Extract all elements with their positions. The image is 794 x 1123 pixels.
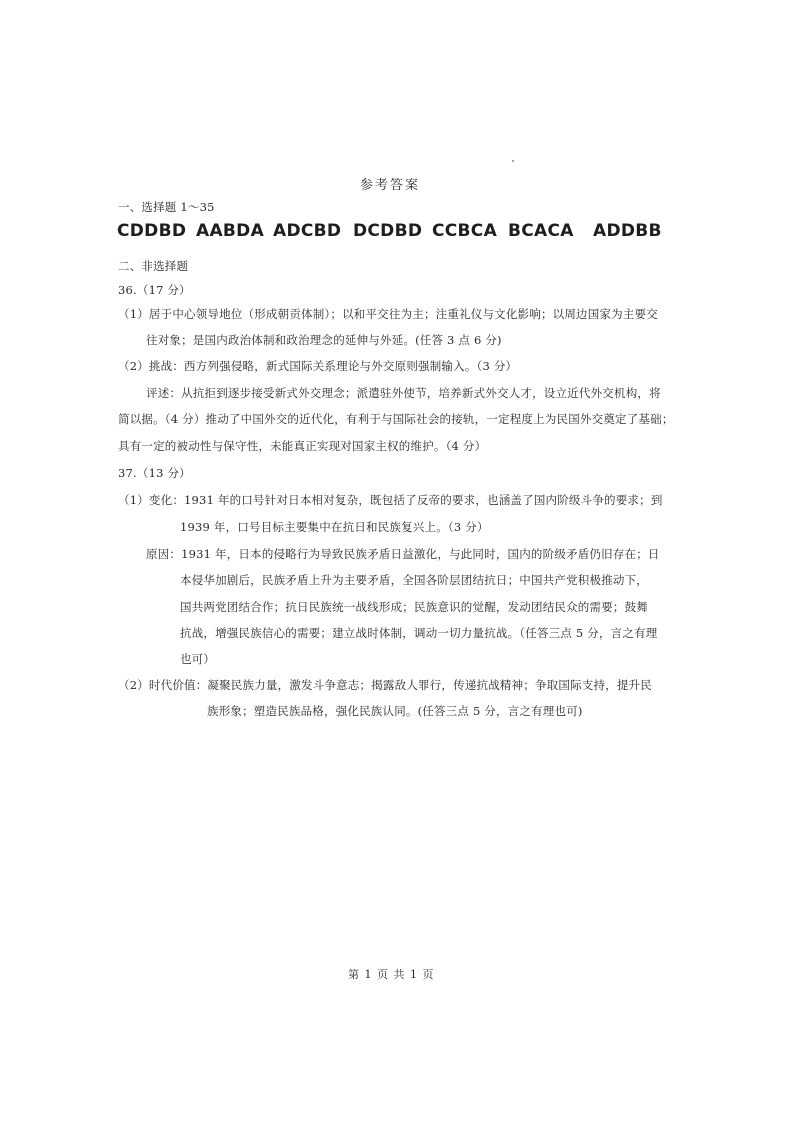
answer-group-2: AABDA	[196, 221, 265, 241]
q36-part1-line1: （1）居于中心领导地位（形成朝贡体制）；以和平交往为主；注重礼仪与文化影响；以周边国家为主要交	[118, 307, 658, 321]
q37-part1-line2: 1939 年，口号目标主要集中在抗日和民族复兴上。（3 分）	[180, 520, 489, 534]
q37-part1-line1: （1）变化：1931 年的口号针对日本相对复杂，既包括了反帝的要求，也涵盖了国内阶级斗争的要求；到	[118, 493, 663, 507]
answer-group-3: ADCBD	[273, 221, 342, 241]
q37-reason-line1: 原因：1931 年，日本的侵略行为导致民族矛盾日益激化，与此同时，国内的阶级矛盾仍旧存在；日	[146, 547, 660, 561]
q36-part2-line4: 具有一定的被动性与保守性，未能真正实现对国家主权的维护。（4 分）	[118, 439, 487, 453]
q37-reason-line5: 也可）	[180, 652, 216, 666]
q36-label: 36.（17 分）	[118, 283, 191, 297]
section-2-heading: 二、非选择题	[118, 259, 189, 273]
section-1-heading: 一、选择题 1～35	[118, 200, 215, 214]
answer-group-6: BCACA	[508, 221, 574, 241]
q37-part2-line1: （2）时代价值：凝聚民族力量，激发斗争意志；揭露敌人罪行，传递抗战精神；争取国际支持，提升民	[118, 678, 653, 692]
q36-part2-line2: 评述：从抗拒到逐步接受新式外交理念；派遣驻外使节，培养新式外交人才，设立近代外交机构，将	[146, 386, 661, 400]
q36-part1-line2: 往对象；是国内政治体制和政治理念的延伸与外延。(任答 3 点 6 分)	[146, 333, 502, 347]
answer-group-1: CDDBD	[117, 221, 187, 241]
answer-group-5: CCBCA	[432, 221, 498, 241]
q37-label: 37.（13 分）	[118, 466, 191, 480]
q37-part2-line2: 族形象；塑造民族品格，强化民族认同。(任答三点 5 分，言之有理也可)	[207, 704, 583, 718]
page-footer: 第 1 页 共 1 页	[348, 968, 435, 981]
page-title: 参考答案	[360, 178, 421, 193]
answer-group-4: DCDBD	[353, 221, 423, 241]
answer-group-7: ADDBB	[593, 221, 662, 241]
q36-part2-line3: 简以据。（4 分）推动了中国外交的近代化，有利于与国际社会的接轨，一定程度上为民国外交奠定了基础；	[118, 412, 674, 426]
q37-reason-line4: 抗战，增强民族信心的需要；建立战时体制，调动一切力量抗战。（任答三点 5 分，言之有理	[180, 626, 658, 640]
q37-reason-line2: 本侵华加剧后，民族矛盾上升为主要矛盾，全国各阶层团结抗日；中国共产党积极推动下，	[180, 573, 648, 587]
scan-speck	[512, 160, 514, 162]
q37-reason-line3: 国共两党团结合作；抗日民族统一战线形成；民族意识的觉醒，发动团结民众的需要；鼓舞	[180, 600, 648, 614]
q36-part2-line1: （2）挑战：西方列强侵略，新式国际关系理论与外交原则强制输入。（3 分）	[118, 359, 518, 373]
